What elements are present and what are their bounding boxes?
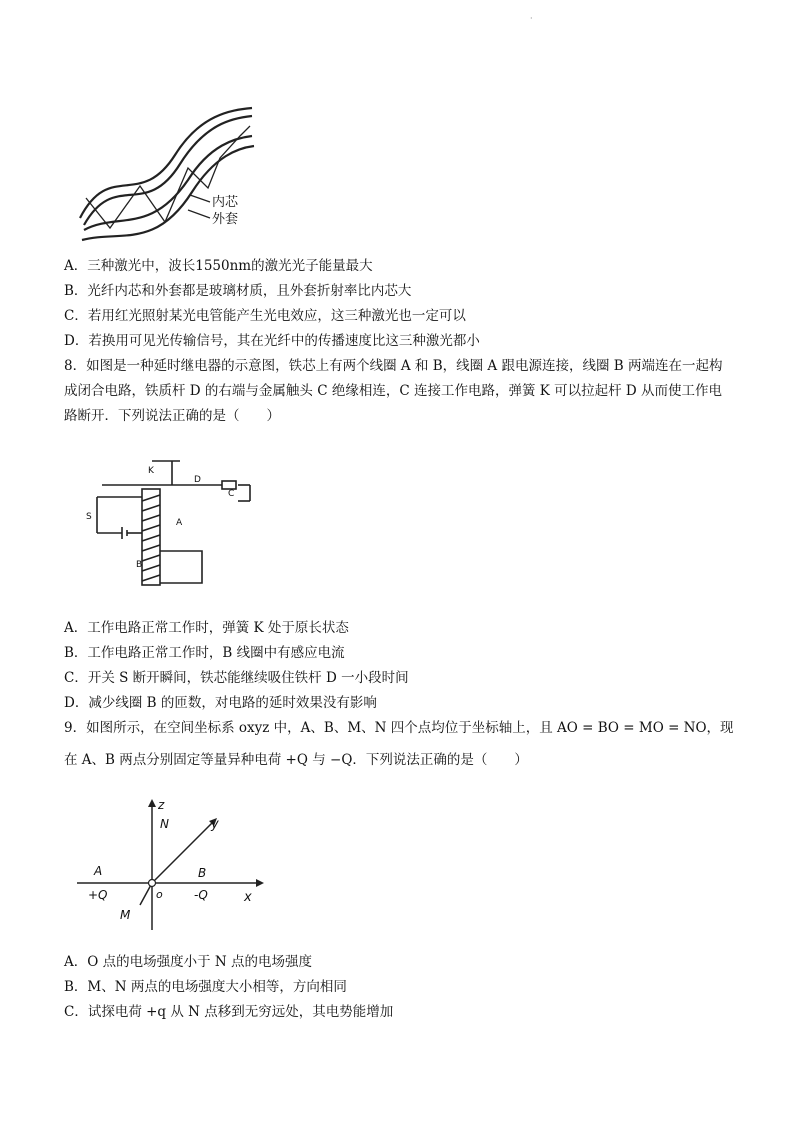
label-o: o: [156, 888, 163, 901]
label-b-point: B: [198, 866, 207, 880]
label-s: S: [86, 512, 92, 522]
optical-fiber-figure: [70, 100, 270, 245]
q7-option-c: C．若用红光照射某光电管能产生光电效应，这三种激光也一定可以: [64, 308, 466, 324]
q8-option-c: C．开关 S 断开瞬间，铁芯能继续吸住铁杆 D 一小段时间: [64, 670, 409, 686]
q8-option-b: B．工作电路正常工作时，B 线圈中有感应电流: [64, 645, 345, 661]
q7-option-b: B．光纤内芯和外套都是玻璃材质，且外套折射率比内芯大: [64, 283, 412, 299]
label-minus-q: -Q: [194, 888, 208, 902]
label-n: N: [160, 817, 169, 831]
page-mark: ·: [530, 14, 533, 23]
q9-option-c: C．试探电荷 +q 从 N 点移到无穷远处，其电势能增加: [64, 1004, 394, 1020]
q9-stem-line2: 在 A、B 两点分别固定等量异种电荷 +Q 与 −Q．下列说法正确的是（ ）: [64, 752, 528, 768]
q9-stem-line1: 9．如图所示，在空间坐标系 oxyz 中，A、B、M、N 四个点均位于坐标轴上，且 AO = BO = MO = NO，现: [64, 720, 734, 736]
label-a-point: A: [94, 864, 103, 878]
label-d: D: [194, 475, 201, 485]
label-m: M: [120, 908, 131, 922]
q9-option-b: B．M、N 两点的电场强度大小相等，方向相同: [64, 979, 347, 995]
label-b: B: [136, 560, 143, 570]
label-plus-q: +Q: [88, 888, 108, 902]
label-k: K: [148, 466, 154, 476]
coordinate-system-figure: [72, 795, 272, 935]
label-y: y: [211, 817, 219, 832]
label-a: A: [176, 518, 183, 528]
label-z: z: [158, 798, 165, 812]
q9-option-a: A．O 点的电场强度小于 N 点的电场强度: [64, 954, 313, 970]
q8-option-a: A．工作电路正常工作时，弹簧 K 处于原长状态: [64, 620, 349, 636]
delay-relay-figure: [72, 455, 257, 590]
q8-stem-line3: 路断开．下列说法正确的是（ ）: [64, 408, 280, 424]
label-inner-core: 内芯: [212, 195, 239, 210]
label-outer-cladding: 外套: [212, 212, 239, 227]
q7-option-a: A．三种激光中，波长1550nm的激光光子能量最大: [64, 258, 373, 274]
q8-stem-line1: 8．如图是一种延时继电器的示意图，铁芯上有两个线圈 A 和 B，线圈 A 跟电源连接，线圈 B 两端连在一起构: [64, 358, 723, 374]
label-c: C: [228, 489, 235, 499]
q8-option-d: D．减少线圈 B 的匝数，对电路的延时效果没有影响: [64, 695, 377, 711]
q7-option-d: D．若换用可见光传输信号，其在光纤中的传播速度比这三种激光都小: [64, 333, 480, 349]
label-x: x: [244, 890, 252, 905]
q8-stem-line2: 成闭合电路，铁质杆 D 的右端与金属触头 C 绝缘相连，C 连接工作电路，弹簧 K 可以拉起杆 D 从而使工作电: [64, 383, 723, 399]
